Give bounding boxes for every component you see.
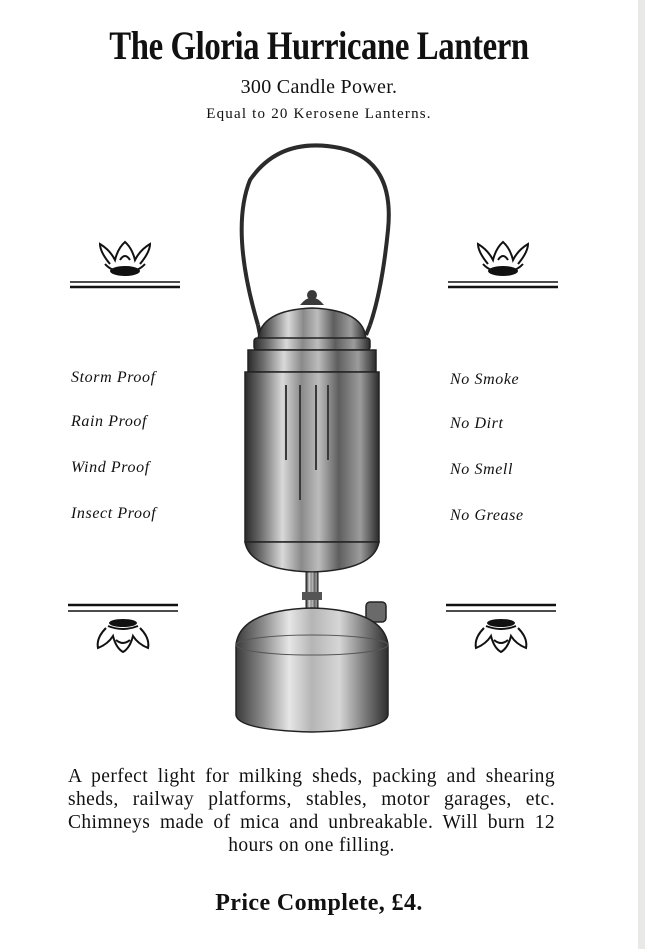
lotus-ornament-bottom-left bbox=[68, 602, 178, 661]
feature-no-smell: No Smell bbox=[450, 461, 514, 478]
lotus-ornament-bottom-right bbox=[446, 602, 556, 661]
feature-no-dirt: No Dirt bbox=[450, 415, 504, 432]
ad-title: The Gloria Hurricane Lantern bbox=[109, 23, 529, 68]
lantern-illustration bbox=[220, 140, 410, 745]
feature-wind-proof: Wind Proof bbox=[71, 459, 150, 476]
feature-rain-proof: Rain Proof bbox=[71, 413, 148, 430]
page-edge bbox=[638, 0, 645, 949]
feature-no-grease: No Grease bbox=[450, 507, 524, 524]
price-line: Price Complete, £4. bbox=[215, 890, 423, 916]
candle-power-subtitle: 300 Candle Power. bbox=[240, 76, 398, 98]
product-description: A perfect light for milking sheds, packing and shearing sheds, railway platforms, stables, motor garages, etc. Chimneys made of mica and unbreakable. Will burn 12 hours on one filling. bbox=[68, 766, 555, 856]
feature-no-smoke: No Smoke bbox=[450, 371, 520, 388]
feature-insect-proof: Insect Proof bbox=[71, 505, 157, 522]
lotus-ornament-top-right bbox=[448, 238, 558, 295]
equivalence-subtitle: Equal to 20 Kerosene Lanterns. bbox=[206, 106, 432, 122]
feature-storm-proof: Storm Proof bbox=[71, 369, 156, 386]
lotus-ornament-top-left bbox=[70, 238, 180, 295]
